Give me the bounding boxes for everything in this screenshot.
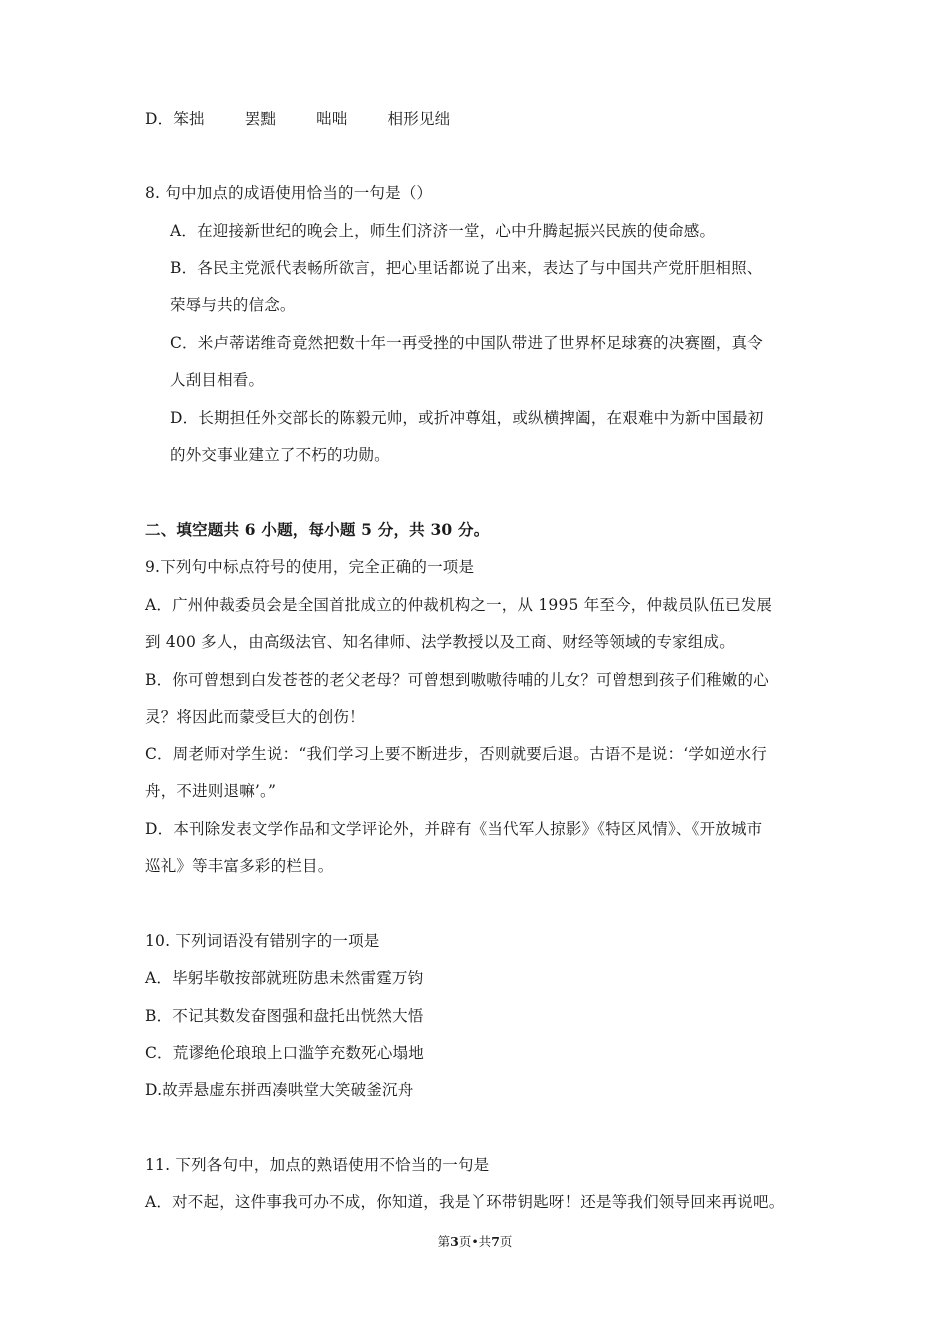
- q10-option-b: B．不记其数发奋图强和盘托出恍然大悟: [145, 1007, 424, 1025]
- q10-option-c: C．荒谬绝伦琅琅上口滥竽充数死心塌地: [145, 1044, 424, 1062]
- q10-option-a: A．毕躬毕敬按部就班防患未然雷霆万钧: [145, 969, 424, 987]
- q9-option-c-line1: C．周老师对学生说：“我们学习上要不断进步，否则就要后退。古语不是说：‘学如逆水行: [145, 745, 767, 763]
- word-1: 笨拙: [173, 110, 205, 128]
- q9-option-d-line2: 巡礼》等丰富多彩的栏目。: [145, 857, 334, 875]
- q8-option-a: A．在迎接新世纪的晚会上，师生们济济一堂，心中升腾起振兴民族的使命感。: [170, 222, 716, 240]
- footer-suffix: 页: [499, 1234, 513, 1249]
- q11-option-a: A．对不起，这件事我可办不成，你知道，我是丫环带钥匙呀！还是等我们领导回来再说吧。: [145, 1193, 785, 1211]
- q8-option-c-line2: 人刮目相看。: [170, 371, 265, 389]
- q11-stem: 11. 下列各句中，加点的熟语使用不恰当的一句是: [145, 1156, 490, 1174]
- q8-stem: 8. 句中加点的成语使用恰当的一句是（）: [145, 184, 433, 202]
- q9-option-b-line2: 灵？将因此而蒙受巨大的创伤！: [145, 708, 365, 726]
- option-label: D．: [145, 110, 174, 128]
- word-2: 罢黜: [244, 110, 277, 128]
- current-page-number: 3: [450, 1234, 459, 1249]
- q9-option-c-line2: 舟，不进则退嘛’。”: [145, 782, 277, 800]
- word-3: 咄咄: [316, 110, 348, 128]
- q8-option-b-line1: B．各民主党派代表畅所欲言，把心里话都说了出来，表达了与中国共产党肝胆相照、: [170, 259, 763, 277]
- q8-option-d-line2: 的外交事业建立了不朽的功勋。: [170, 446, 390, 464]
- q9-option-b-line1: B．你可曾想到白发苍苍的老父老母？可曾想到嗷嗷待哺的儿女？可曾想到孩子们稚嫩的心: [145, 671, 769, 689]
- footer-middle: 页•共: [458, 1234, 492, 1249]
- q9-stem: 9.下列句中标点符号的使用，完全正确的一项是: [145, 558, 475, 576]
- footer-prefix: 第: [437, 1234, 451, 1249]
- q10-stem: 10. 下列词语没有错别字的一项是: [145, 932, 380, 950]
- word-4: 相形见绌: [387, 110, 451, 128]
- q9-option-a-line2: 到 400 多人，由高级法官、知名律师、法学教授以及工商、财经等领域的专家组成。: [145, 633, 735, 651]
- q8-option-b-line2: 荣辱与共的信念。: [170, 296, 296, 314]
- q8-option-c-line1: C．米卢蒂诺维奇竟然把数十年一再受挫的中国队带进了世界杯足球赛的决赛圈，真令: [170, 334, 763, 352]
- total-pages-number: 7: [491, 1234, 500, 1249]
- q8-option-d-line1: D．长期担任外交部长的陈毅元帅，或折冲尊俎，或纵横捭阖，在艰难中为新中国最初: [170, 409, 764, 427]
- q7-option-d: [145, 108, 450, 130]
- q9-option-a-line1: A．广州仲裁委员会是全国首批成立的仲裁机构之一，从 1995 年至今，仲裁员队伍已发展: [145, 596, 773, 614]
- page-footer: [0, 1233, 950, 1251]
- q10-option-d: D.故弄悬虚东拼西凑哄堂大笑破釜沉舟: [145, 1081, 414, 1099]
- section-heading: 二、填空题共 6 小题，每小题 5 分，共 30 分。: [145, 520, 490, 539]
- q9-option-d-line1: D．本刊除发表文学作品和文学评论外，并辟有《当代军人掠影》《特区风情》、《开放城市: [145, 820, 763, 838]
